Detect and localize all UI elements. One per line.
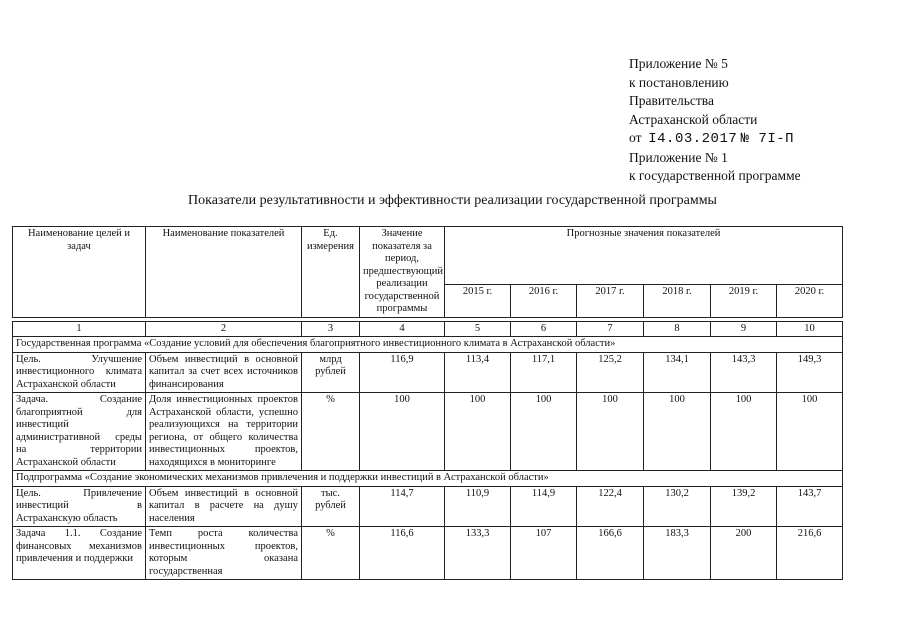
table-row [13,352,843,393]
section-row [13,471,843,487]
appendix-header [629,55,801,186]
forecast-cell: 100 [577,393,644,471]
section-state-program: Государственная программа «Создание условий для обеспечения благоприятного инвестиционного климата в Астраханской области» [13,337,843,353]
column-index: 6 [511,321,577,337]
table-row [13,393,843,471]
section-subprogram: Подпрограмма «Создание экономических механизмов привлечения и поддержки инвестиций в Астраханской области» [13,471,843,487]
year-header: 2019 г. [711,285,777,318]
header-goals: Наименование целей и задач [13,227,146,318]
goal-cell: Задача 1.1. Создание финансовых механизмов привлечения и поддержки [13,527,146,580]
unit-cell: тыс. рублей [302,486,360,527]
year-header: 2015 г. [445,285,511,318]
column-index: 7 [577,321,644,337]
forecast-cell: 100 [777,393,843,471]
column-index: 4 [360,321,445,337]
column-index: 9 [711,321,777,337]
forecast-cell: 143,7 [777,486,843,527]
column-index: 10 [777,321,843,337]
base-value-cell: 100 [360,393,445,471]
forecast-cell: 143,3 [711,352,777,393]
appendix-to-program: к государственной программе [629,168,801,183]
goal-cell: Задача. Создание благоприятной для инвестиций административной среды на территории Астраханской области [13,393,146,471]
indicator-cell: Объем инвестиций в основной капитал в расчете на душу населения [146,486,302,527]
forecast-cell: 114,9 [511,486,577,527]
table-header-row [13,227,843,285]
forecast-cell: 113,4 [445,352,511,393]
forecast-cell: 183,3 [644,527,711,580]
indicator-cell: Темп роста количества инвестиционных проектов, которым оказана государственная [146,527,302,580]
forecast-cell: 100 [511,393,577,471]
forecast-cell: 166,6 [577,527,644,580]
year-header: 2018 г. [644,285,711,318]
appendix-program-number: Приложение № 1 [629,149,728,165]
header-base-value: Значение показателя за период, предшествующий реализации государственной программы [360,227,445,318]
forecast-cell: 100 [644,393,711,471]
unit-cell: % [302,527,360,580]
column-index: 5 [445,321,511,337]
forecast-cell: 149,3 [777,352,843,393]
page-title: Показатели результативности и эффективности реализации государственной программы [188,193,717,208]
forecast-cell: 133,3 [445,527,511,580]
forecast-cell: 100 [711,393,777,471]
forecast-cell: 134,1 [644,352,711,393]
indicators-table [12,226,843,580]
forecast-cell: 200 [711,527,777,580]
goal-cell: Цель. Привлечение инвестиций в Астраханскую область [13,486,146,527]
base-value-cell: 116,6 [360,527,445,580]
resolution-date: I4.03.2017 [648,131,738,147]
forecast-cell: 125,2 [577,352,644,393]
forecast-cell: 130,2 [644,486,711,527]
forecast-cell: 107 [511,527,577,580]
indicator-cell: Объем инвестиций в основной капитал за счет всех источников финансирования [146,352,302,393]
base-value-cell: 116,9 [360,352,445,393]
appendix-region: Астраханской области [629,111,758,127]
appendix-date-line [629,129,801,149]
section-row [13,337,843,353]
resolution-number: № 7I-П [740,131,795,147]
goal-cell: Цель. Улучшение инвестиционного климата Астраханской области [13,352,146,393]
unit-cell: млрд рублей [302,352,360,393]
year-header: 2020 г. [777,285,843,318]
indicator-cell: Доля инвестиционных проектов Астраханской области, успешно реализующихся на территории региона, от общего количества инвестиционных проектов, находящихся в мониторинге [146,393,302,471]
forecast-cell: 110,9 [445,486,511,527]
appendix-to-resolution: к постановлению [629,74,729,90]
column-index: 2 [146,321,302,337]
unit-cell: % [302,393,360,471]
table-row [13,527,843,580]
year-header: 2016 г. [511,285,577,318]
appendix-number: Приложение № 5 [629,56,728,71]
from-label: от [629,130,642,145]
header-forecast: Прогнозные значения показателей [445,227,843,285]
forecast-cell: 122,4 [577,486,644,527]
column-index-row [13,321,843,337]
column-index: 3 [302,321,360,337]
column-index: 8 [644,321,711,337]
column-index: 1 [13,321,146,337]
appendix-government: Правительства [629,93,714,108]
forecast-cell: 139,2 [711,486,777,527]
table-row [13,486,843,527]
forecast-cell: 117,1 [511,352,577,393]
forecast-cell: 216,6 [777,527,843,580]
base-value-cell: 114,7 [360,486,445,527]
forecast-cell: 100 [445,393,511,471]
header-indicators: Наименование показателей [146,227,302,318]
header-unit: Ед. измерения [302,227,360,318]
year-header: 2017 г. [577,285,644,318]
